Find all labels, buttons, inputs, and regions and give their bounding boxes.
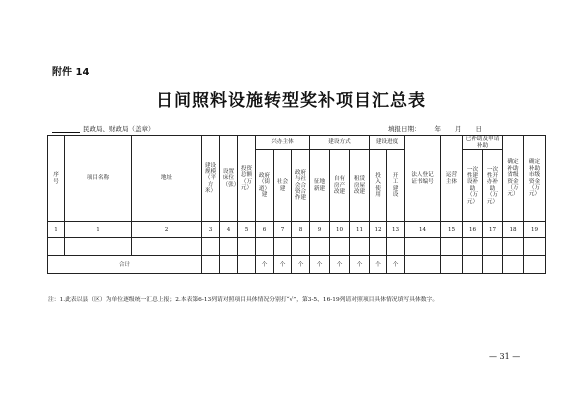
col-city: 确定补助市级资金（万元） (524, 136, 546, 222)
blank-row (48, 238, 546, 256)
col-host-gov: 政府（街道）建 (256, 150, 274, 222)
col-mode-rent: 租赁房屋改建 (350, 150, 370, 222)
num-cell: 17 (483, 222, 503, 238)
num-cell: 1 (65, 222, 132, 238)
num-cell: 12 (370, 222, 387, 238)
date-label: 填报日期： (388, 125, 421, 133)
num-cell: 4 (220, 222, 238, 238)
signature-line (52, 132, 80, 133)
header-row-1 (48, 136, 546, 150)
tick-cell: 个 (387, 256, 405, 274)
page-number: — 31 — (489, 352, 521, 361)
num-cell: 6 (256, 222, 274, 238)
num-cell: 8 (292, 222, 310, 238)
col-sub-build: 一次性建设补助（万元） (463, 150, 483, 222)
num-cell: 18 (503, 222, 524, 238)
col-name: 项目名称 (65, 136, 132, 222)
date-month: 月 (455, 125, 462, 133)
num-cell: 11 (350, 222, 370, 238)
num-cell: 19 (524, 222, 546, 238)
summary-table (47, 135, 546, 274)
date-year: 年 (434, 125, 441, 133)
group-mode: 建设方式 (310, 136, 370, 150)
num-cell: 5 (238, 222, 256, 238)
tick-cell: 个 (370, 256, 387, 274)
col-host-social: 社会建 (274, 150, 292, 222)
num-cell: 3 (202, 222, 220, 238)
col-addr: 地址 (132, 136, 202, 222)
num-cell: 15 (441, 222, 463, 238)
num-cell: 13 (387, 222, 405, 238)
col-prov: 确定补助省级资金（万元） (503, 136, 524, 222)
tick-cell: 个 (350, 256, 370, 274)
col-sub-run: 一次性开办补助（万元） (483, 150, 503, 222)
date-line (388, 124, 496, 133)
org-line (52, 124, 155, 133)
col-scale: 建设规模（平方米） (202, 136, 220, 222)
col-host-joint: 政府与社会合资合作建 (292, 150, 310, 222)
total-label: 合计 (48, 256, 202, 274)
footnote: 注：1.此表以县（区）为单位逐级统一汇总上报；2.本表第6-13列请对照项目具体情况分别打“√”，第3-5、16-19列请对照项目具体情况填写具体数字。 (48, 297, 439, 303)
attachment-label: 附件 14 (52, 67, 90, 78)
page-title: 日间照料设施转型奖补项目汇总表 (156, 91, 426, 111)
num-cell: 1 (48, 222, 65, 238)
num-cell: 16 (463, 222, 483, 238)
date-day: 日 (475, 125, 482, 133)
col-beds: 设置床位（张） (220, 136, 238, 222)
num-cell: 10 (330, 222, 350, 238)
num-cell: 2 (132, 222, 202, 238)
col-prog-use: 投入使用 (370, 150, 387, 222)
num-cell: 14 (405, 222, 441, 238)
col-prog-build: 开工建设 (387, 150, 405, 222)
total-row (48, 256, 546, 274)
tick-cell: 个 (330, 256, 350, 274)
col-mode-new: 征地新建 (310, 150, 330, 222)
org-name: 民政局、财政局（盖章） (83, 125, 155, 133)
group-progress: 建设进度 (370, 136, 405, 150)
col-invest: 投资总额（万元） (238, 136, 256, 222)
tick-cell: 个 (274, 256, 292, 274)
tick-cell: 个 (292, 256, 310, 274)
col-legal: 法人登记证书编号 (405, 136, 441, 222)
col-mode-own: 自有房产改建 (330, 150, 350, 222)
group-host: 兴办主体 (256, 136, 310, 150)
col-operator: 运营主体 (441, 136, 463, 222)
col-seq: 序号 (48, 136, 65, 222)
num-cell: 7 (274, 222, 292, 238)
tick-cell: 个 (256, 256, 274, 274)
num-cell: 9 (310, 222, 330, 238)
group-subsidy: 已补助及申请补助 (463, 136, 503, 150)
tick-cell: 个 (310, 256, 330, 274)
number-row (48, 222, 546, 238)
